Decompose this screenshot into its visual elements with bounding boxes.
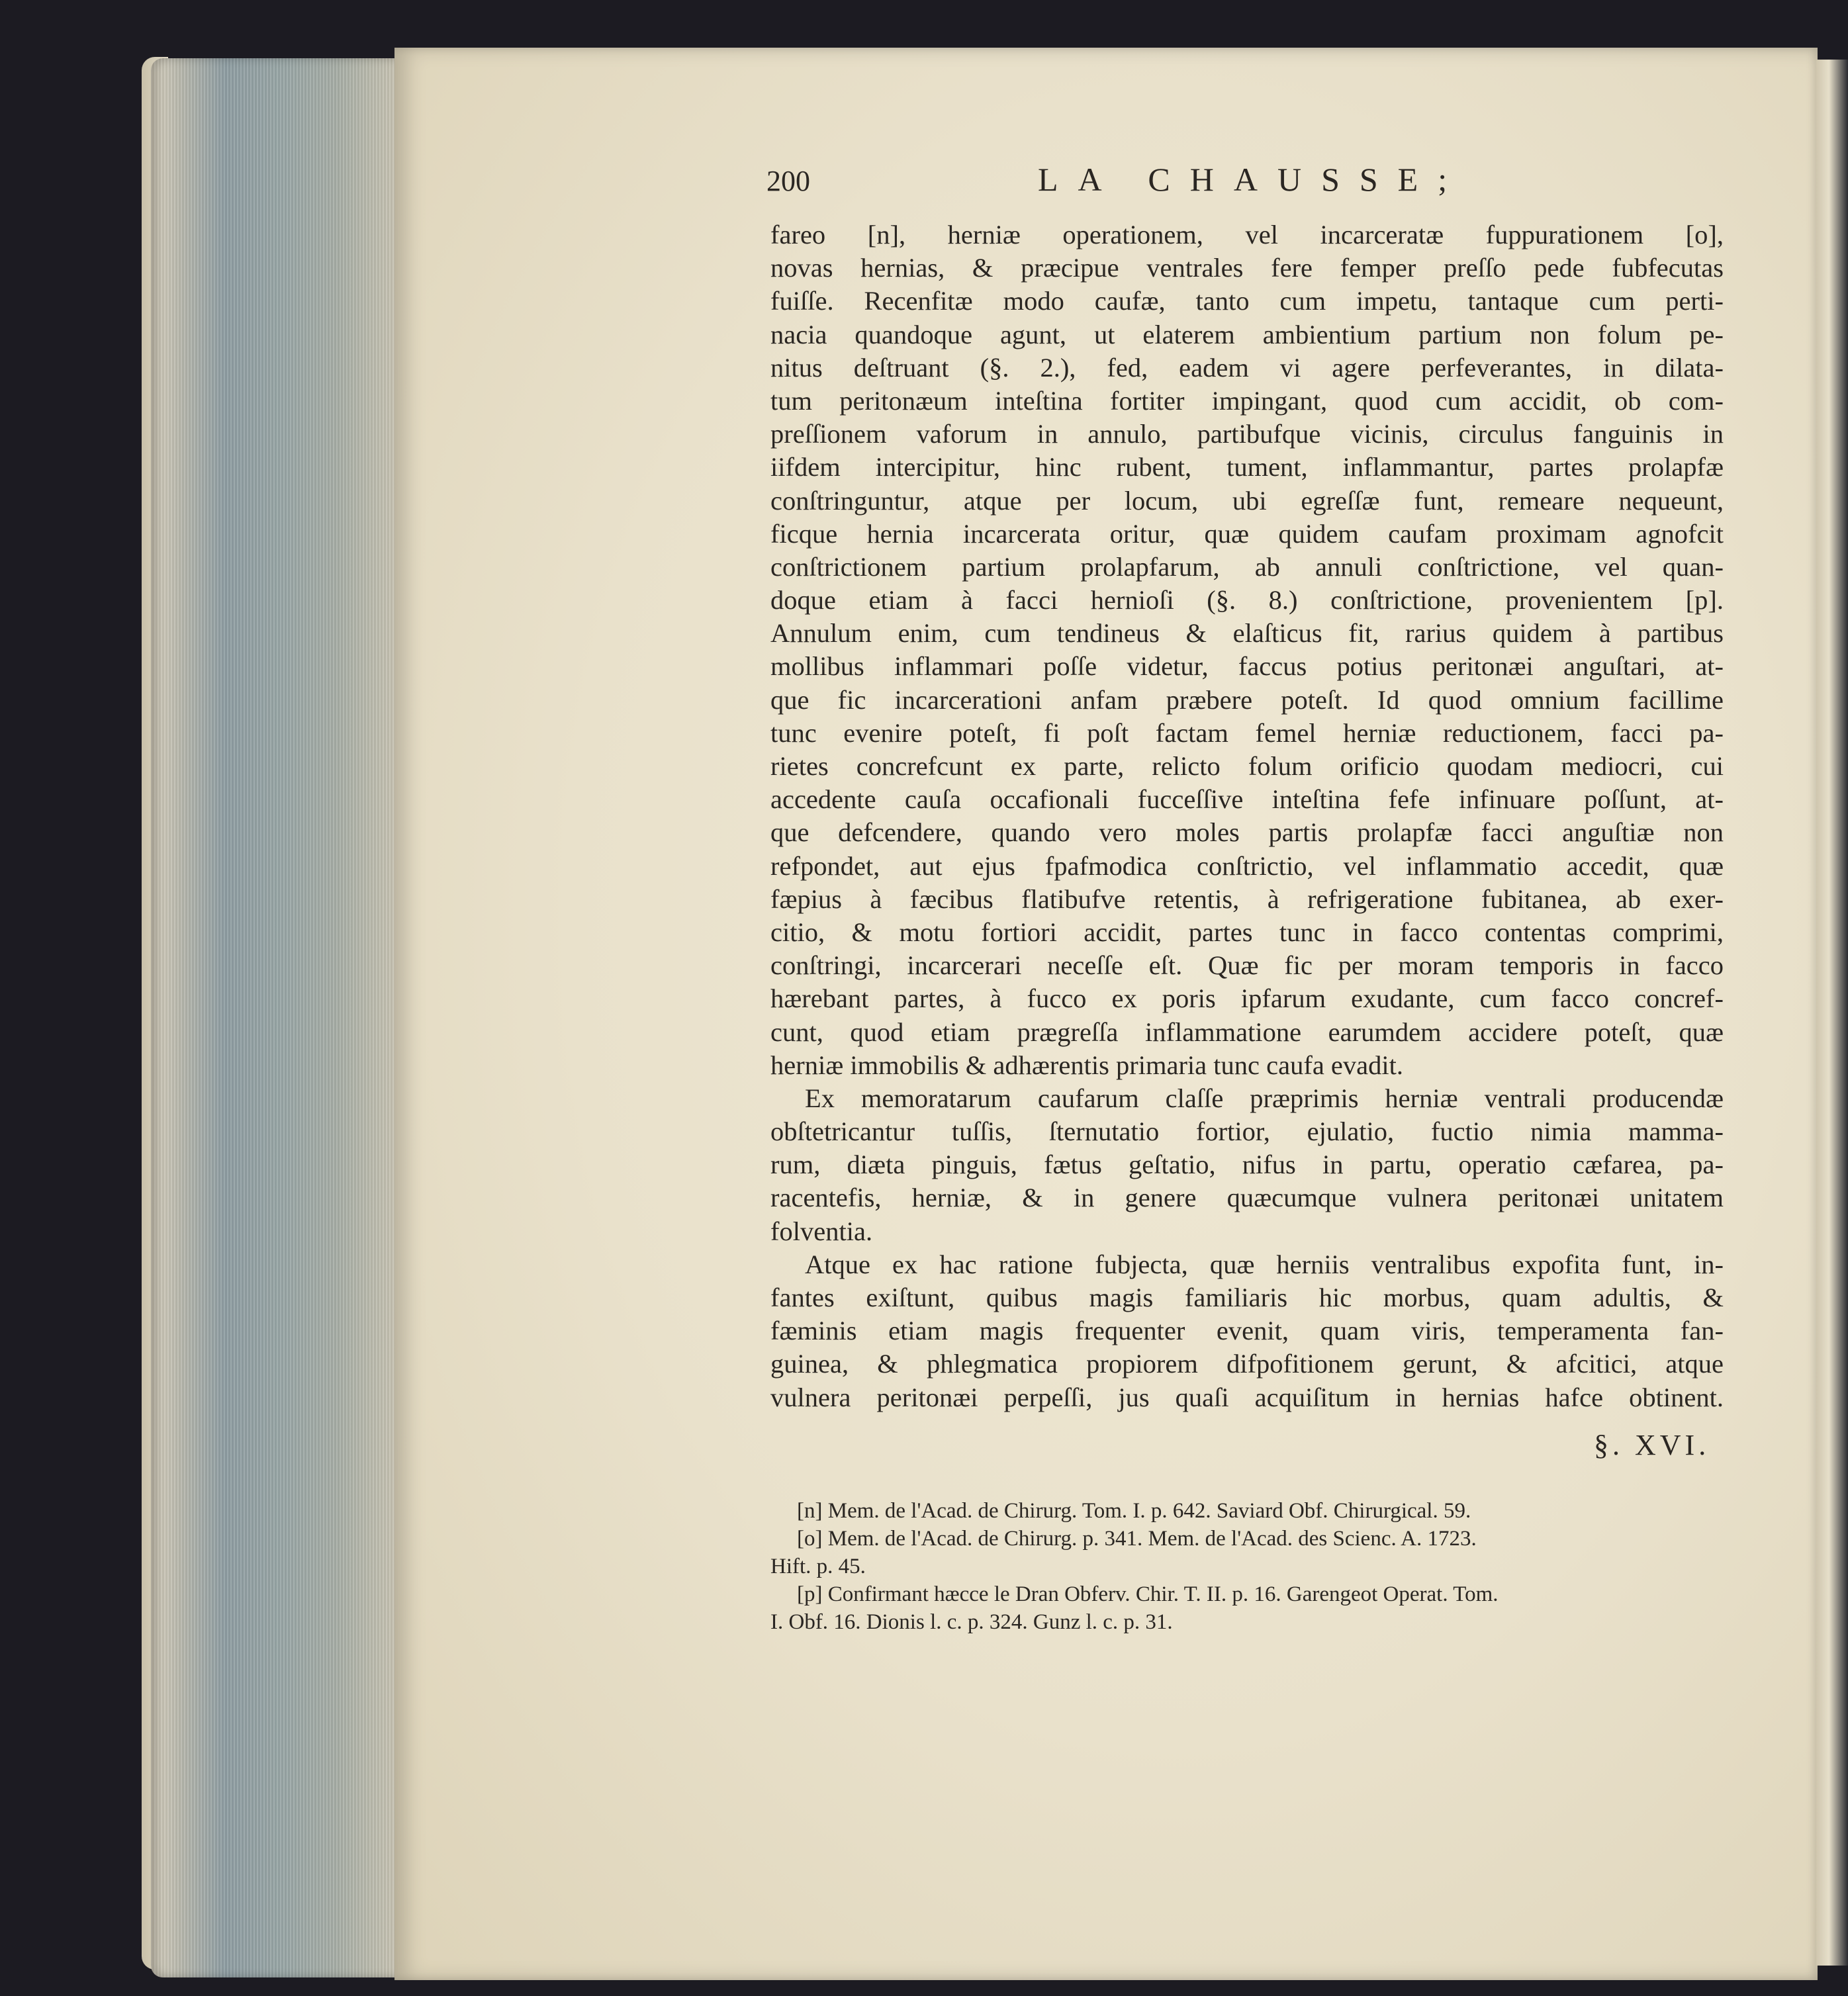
- text-line: fareo [n], herniæ operationem, vel incarceratæ fuppurationem [o],: [770, 220, 1724, 250]
- text-line: rum, diæta pinguis, fætus geſtatio, nifus in partu, operatio cæfarea, pa-: [770, 1150, 1724, 1180]
- footnote-line: [o] Mem. de l'Acad. de Chirurg. p. 341. Mem. de l'Acad. des Scienc. A. 1723.: [797, 1527, 1477, 1551]
- text-line: Annulum enim, cum tendineus & elaſticus fit, rarius quidem à partibus: [770, 618, 1724, 649]
- text-line: novas hernias, & præcipue ventrales fere femper preſſo pede fubfecutas: [770, 253, 1724, 283]
- footnote-line: [n] Mem. de l'Acad. de Chirurg. Tom. I. p. 642. Saviard Obf. Chirurgical. 59.: [797, 1499, 1471, 1523]
- section-catchword: §. XVI.: [1594, 1429, 1710, 1461]
- text-line: preſſionem vaforum in annulo, partibufque vicinis, circulus fanguinis in: [770, 419, 1724, 449]
- text-line: hærebant partes, à fucco ex poris ipfarum exudante, cum facco concref-: [770, 983, 1724, 1014]
- text-line: doque etiam à facci hernioſi (§. 8.) conſtrictione, provenientem [p].: [770, 585, 1724, 615]
- text-line: accedente cauſa occafionali fucceſſive inteſtina fefe infinuare poſſunt, at-: [770, 784, 1724, 815]
- text-line: nitus deſtruant (§. 2.), fed, eadem vi agere perfeverantes, in dilata-: [770, 352, 1724, 383]
- paragraph-start-line: Atque ex hac ratione fubjecta, quæ herniis ventralibus expofita funt, in-: [805, 1249, 1724, 1279]
- text-line: iifdem intercipitur, hinc rubent, tument, inflammantur, partes prolapfæ: [770, 452, 1724, 482]
- running-head: LA CHAUSSE;: [1038, 161, 1467, 198]
- text-line: tunc evenire poteſt, fi poſt factam femel herniæ reductionem, facci pa-: [770, 717, 1724, 748]
- text-line: nacia quandoque agunt, ut elaterem ambientium partium non folum pe-: [770, 319, 1724, 349]
- text-line: fæminis etiam magis frequenter evenit, quam viris, temperamenta fan-: [770, 1316, 1724, 1346]
- page-number: 200: [766, 165, 810, 197]
- text-line: vulnera peritonæi perpeſſi, jus quaſi acquiſitum in hernias hafce obtinent.: [770, 1382, 1724, 1412]
- page-block-edge: [151, 58, 397, 1977]
- paragraph-start-line: Ex memoratarum caufarum claſſe præprimis herniæ ventrali producendæ: [805, 1083, 1724, 1113]
- footnote-line: Hift. p. 45.: [770, 1555, 866, 1578]
- text-line: que defcendere, quando vero moles partis prolapfæ facci anguſtiæ non: [770, 817, 1724, 848]
- footnote-line: [p] Confirmant hæcce le Dran Obferv. Chir. T. II. p. 16. Garengeot Operat. Tom.: [797, 1582, 1499, 1606]
- text-line: herniæ immobilis & adhærentis primaria tunc caufa evadit.: [770, 1050, 1404, 1080]
- text-line: citio, & motu fortiori accidit, partes tunc in facco contentas comprimi,: [770, 917, 1724, 947]
- text-line: fantes exiſtunt, quibus magis familiaris hic morbus, quam adultis, &: [770, 1283, 1724, 1312]
- footnote-line: I. Obf. 16. Dionis l. c. p. 324. Gunz l. c. p. 31.: [770, 1610, 1173, 1634]
- text-line: conſtringi, incarcerari neceſſe eſt. Quæ fic per moram temporis in facco: [770, 950, 1724, 981]
- footnotes: [770, 1497, 1724, 1636]
- text-line: fæpius à fæcibus flatibufve retentis, à refrigeratione fubitanea, ab exer-: [770, 884, 1724, 914]
- text-line: obſtetricantur tuſſis, ſternutatio fortior, ejulatio, fuctio nimia mamma-: [770, 1116, 1724, 1147]
- text-line: rietes concrefcunt ex parte, relicto folum orificio quodam mediocri, cui: [770, 751, 1724, 781]
- text-line: racentefis, herniæ, & in genere quæcumque vulnera peritonæi unitatem: [770, 1183, 1724, 1213]
- text-line: que fic incarcerationi anfam præbere poteſt. Id quod omnium facillime: [770, 684, 1724, 715]
- text-line: conſtrictionem partium prolapfarum, ab annuli conſtrictione, vel quan-: [770, 551, 1724, 582]
- text-line: refpondet, aut ejus fpafmodica conſtrictio, vel inflammatio accedit, quæ: [770, 850, 1724, 881]
- text-line: tum peritonæum inteſtina fortiter impingant, quod cum accidit, ob com-: [770, 385, 1724, 416]
- text-line: ficque hernia incarcerata oritur, quæ quidem caufam proximam agnofcit: [770, 518, 1724, 549]
- text-line: guinea, & phlegmatica propiorem difpofitionem gerunt, & afcitici, atque: [770, 1349, 1724, 1379]
- text-line: folventia.: [770, 1216, 873, 1246]
- facing-page-edge: [1816, 60, 1848, 1966]
- text-line: mollibus inflammari poſſe videtur, faccus potius peritonæi anguſtari, at-: [770, 651, 1724, 682]
- text-line: cunt, quod etiam prægreſſa inflammatione earumdem accidere poteſt, quæ: [770, 1017, 1724, 1047]
- text-line: fuiſſe. Recenfitæ modo caufæ, tanto cum impetu, tantaque cum perti-: [770, 286, 1724, 316]
- body-text: [770, 218, 1724, 1414]
- text-line: conſtringuntur, atque per locum, ubi egreſſæ funt, remeare nequeunt,: [770, 485, 1724, 516]
